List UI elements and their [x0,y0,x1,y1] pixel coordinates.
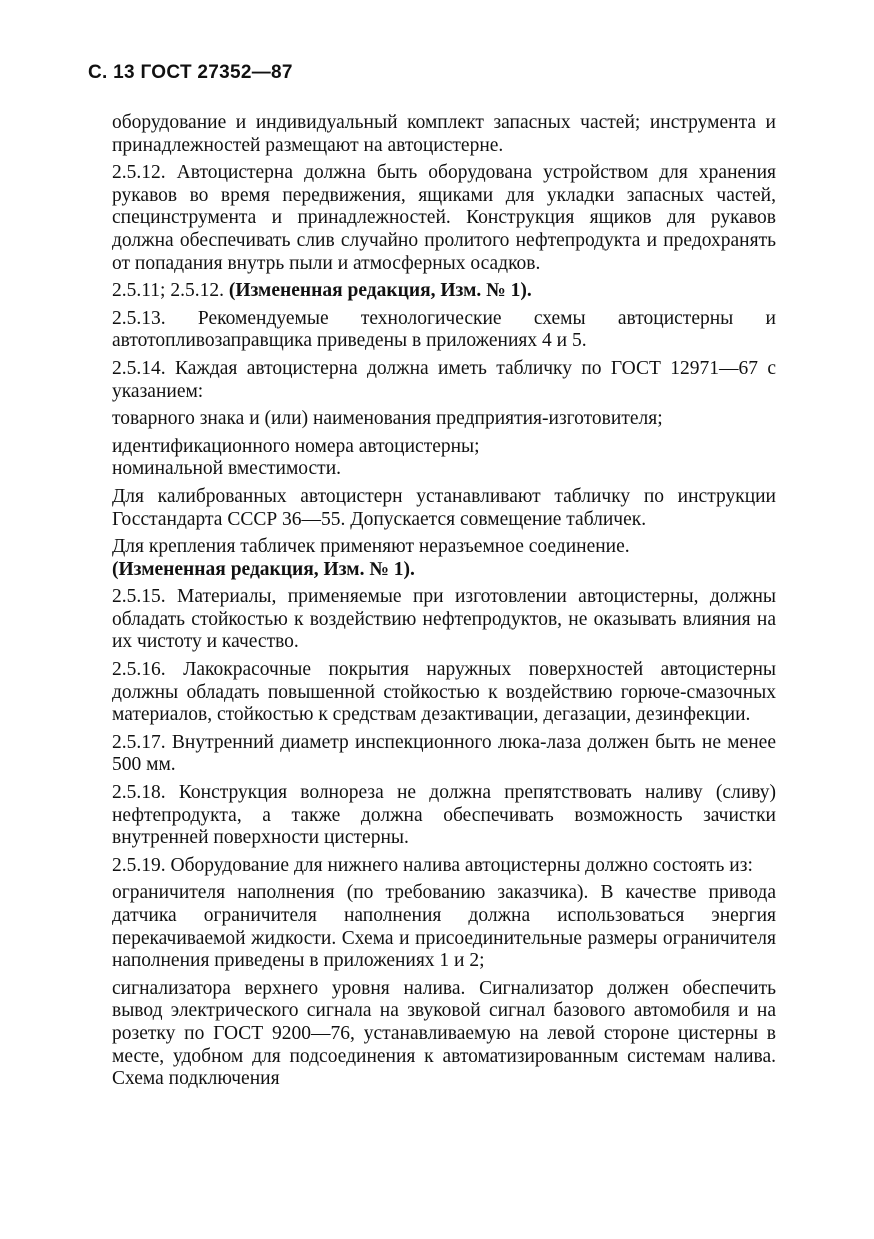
paragraph-2-5-12: 2.5.12. Автоцистерна должна быть оборудована устройством для хранения рукавов во время передвижения, ящиками для укладки запасных частей, специнструмента и принадлежностей. Конструкция ящиков для рукавов должна обеспечивать слив случайно пролитого нефтепродукта и предохранять от попадания внутрь пыли и атмосферных осадков. [112,162,776,274]
paragraph-amendment-1 [112,280,776,303]
paragraph-2-5-13: 2.5.13. Рекомендуемые технологические схемы автоцистерны и автотопливозаправщика приведены в приложениях 4 и 5. [112,307,776,352]
list-item-limiter: ограничителя наполнения (по требованию заказчика). В качестве привода датчика ограничителя наполнения должна использоваться энергия перекачиваемой жидкости. Схема и присоединительные размеры ограничителя наполнения приведены в приложениях 1 и 2; [112,882,776,972]
amendment-note-2: (Измененная редакция, Изм. № 1). [112,558,415,580]
paragraph-2-5-14: 2.5.14. Каждая автоцистерна должна иметь табличку по ГОСТ 12971—67 с указанием: [112,357,776,402]
list-item-trademark: товарного знака и (или) наименования предприятия-изготовителя; [112,408,663,430]
paragraph-2-5-18: 2.5.18. Конструкция волнореза не должна препятствовать наливу (сливу) нефтепродукта, а также должна обеспечивать возможность зачистки внутренней поверхности цистерны. [112,782,776,849]
document-body [112,112,776,1091]
paragraph-fastening: Для крепления табличек применяют неразъемное соединение. [112,536,630,558]
list-item-id-number: идентификационного номера автоцистерны; [112,435,480,457]
amendment-note: (Измененная редакция, Изм. № 1). [228,280,532,302]
list-item-capacity: номинальной вместимости. [112,458,342,480]
paragraph-2-5-17: 2.5.17. Внутренний диаметр инспекционного люка-лаза должен быть не менее 500 мм. [112,731,776,776]
page-header: С. 13 ГОСТ 27352—87 [88,62,293,83]
paragraph-2-5-19: 2.5.19. Оборудование для нижнего налива автоцистерны должно состоять из: [112,854,753,876]
paragraph-2-5-16: 2.5.16. Лакокрасочные покрытия наружных поверхностей автоцистерны должны обладать повышенной стойкостью к воздействию горюче-смазочных материалов, стойкостью к средствам дезактивации, дегазации, дезинфекции. [112,659,776,726]
paragraph-calibrated: Для калиброванных автоцистерн устанавливают табличку по инструкции Госстандарта СССР 36—55. Допускается совмещение табличек. [112,485,776,530]
paragraph-2-5-15: 2.5.15. Материалы, применяемые при изготовлении автоцистерны, должны обладать стойкостью к воздействию нефтепродуктов, не оказывать влияния на их чистоту и качество. [112,586,776,653]
paragraph-continuation: оборудование и индивидуальный комплект запасных частей; инструмента и принадлежностей размещают на автоцистерне. [112,112,776,156]
list-item-signaler: сигнализатора верхнего уровня налива. Сигнализатор должен обеспечить вывод электрического сигнала на звуковой сигнал базового автомобиля и на розетку по ГОСТ 9200—76, устанавливаемую на левой стороне цистерны в месте, удобном для подсоединения к автоматизированным системам налива. Схема подключения [112,977,776,1090]
amendment-ref: 2.5.11; 2.5.12. [112,280,229,302]
